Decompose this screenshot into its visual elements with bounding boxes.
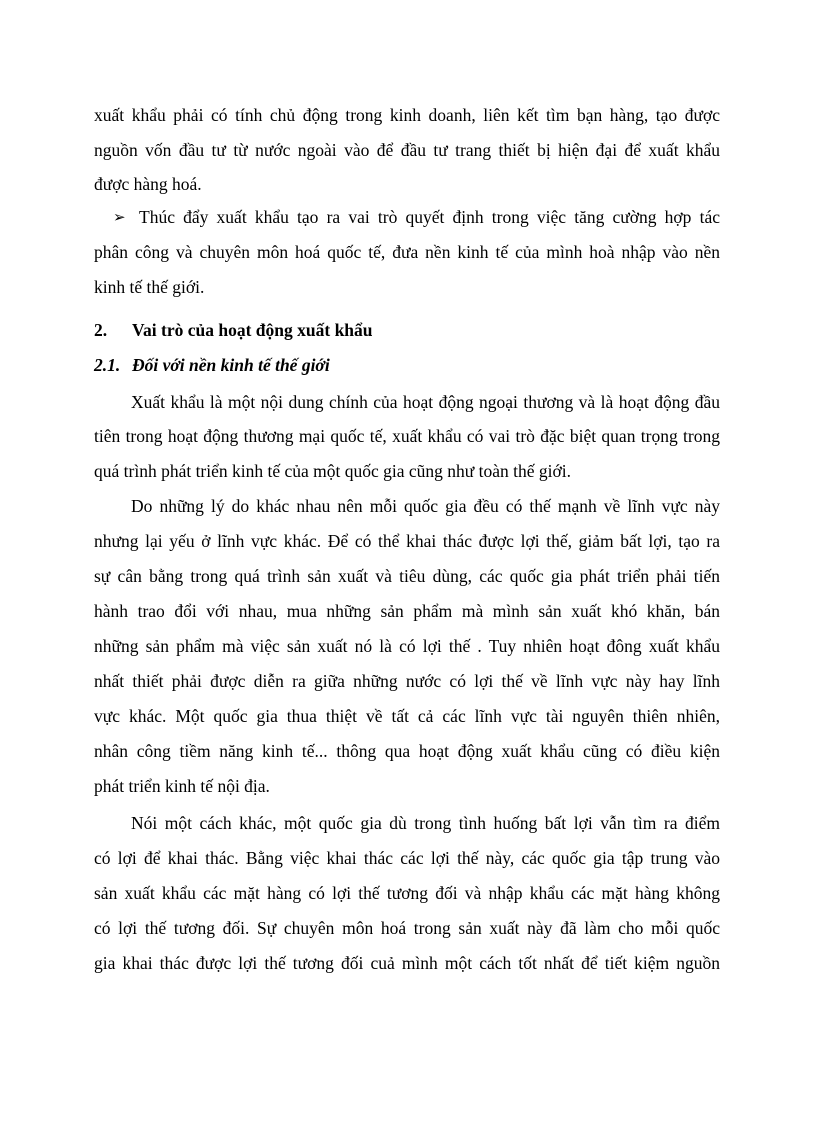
arrow-bullet-icon: ➢	[113, 208, 126, 226]
paragraph2-line-7: vực khác. Một quốc gia thua thiệt về tất cả các lĩnh vực tài nguyên thiên nhiên,	[94, 706, 720, 726]
continuation-line-2: nguồn vốn đầu tư từ nước ngoài vào để đầu tư trang thiết bị hiện đại để xuất khẩu	[94, 140, 720, 160]
continuation-line-3: được hàng hoá.	[94, 174, 202, 194]
section-number: 2.	[94, 320, 108, 340]
paragraph2-line-3: sự cân bằng trong quá trình sản xuất và tiêu dùng, các quốc gia phát triển phải tiến	[94, 566, 720, 586]
paragraph3-line-2: có lợi để khai thác. Bằng việc khai thác các lợi thế này, các quốc gia tập trung vào	[94, 848, 720, 868]
paragraph3-line-3: sản xuất khẩu các mặt hàng có lợi thế tương đối và nhập khẩu các mặt hàng không	[94, 883, 720, 903]
paragraph1-line-2: tiên trong hoạt động thương mại quốc tế, xuất khẩu có vai trò đặc biệt quan trọng trong	[94, 426, 720, 446]
section-heading	[94, 318, 373, 342]
section-title: Vai trò của hoạt động xuất khẩu	[132, 320, 373, 340]
paragraph2-line-9: phát triển kinh tế nội địa.	[94, 776, 270, 796]
subsection-number: 2.1.	[94, 355, 121, 375]
paragraph1-line-3: quá trình phát triển kinh tế của một quốc gia cũng như toàn thế giới.	[94, 461, 572, 481]
paragraph1-line-1: Xuất khẩu là một nội dung chính của hoạt động ngoại thương và là hoạt động đầu	[131, 392, 720, 412]
paragraph2-line-5: những sản phẩm mà việc sản xuất nó là có lợi thế . Tuy nhiên hoạt đông xuất khẩu	[94, 636, 720, 656]
paragraph3-line-5: gia khai thác được lợi thế tương đối cuả mình một cách tốt nhất để tiết kiệm nguồn	[94, 953, 720, 973]
paragraph3-line-1: Nói một cách khác, một quốc gia dù trong tình huống bất lợi vẫn tìm ra điểm	[131, 813, 720, 833]
subsection-title: Đối với nền kinh tế thế giới	[132, 355, 330, 375]
paragraph2-line-1: Do những lý do khác nhau nên mỗi quốc gia đều có thế mạnh về lĩnh vực này	[131, 496, 720, 516]
paragraph2-line-2: nhưng lại yếu ở lĩnh vực khác. Để có thể khai thác được lợi thế, giảm bất lợi, tạo ra	[94, 531, 720, 551]
bullet-line-2: phân công và chuyên môn hoá quốc tế, đưa nền kinh tế của mình hoà nhập vào nền	[94, 242, 720, 262]
paragraph3-line-4: có lợi thế tương đối. Sự chuyên môn hoá trong sản xuất này đã làm cho mỗi quốc	[94, 918, 720, 938]
paragraph2-line-8: nhân công tiềm năng kinh tế... thông qua hoạt động xuất khẩu cũng có điều kiện	[94, 741, 720, 761]
paragraph2-line-4: hành trao đổi với nhau, mua những sản phẩm mà mình sản xuất khó khăn, bán	[94, 601, 720, 621]
bullet-line-3: kinh tế thế giới.	[94, 277, 205, 297]
subsection-heading	[94, 353, 330, 377]
bullet-line-1: Thúc đẩy xuất khẩu tạo ra vai trò quyết định trong việc tăng cường hợp tác	[139, 207, 720, 227]
bullet-item	[113, 205, 720, 229]
continuation-line-1: xuất khẩu phải có tính chủ động trong kinh doanh, liên kết tìm bạn hàng, tạo được	[94, 105, 720, 125]
paragraph2-line-6: nhất thiết phải được diễn ra giữa những nước có lợi thế về lĩnh vực này hay lĩnh	[94, 671, 720, 691]
